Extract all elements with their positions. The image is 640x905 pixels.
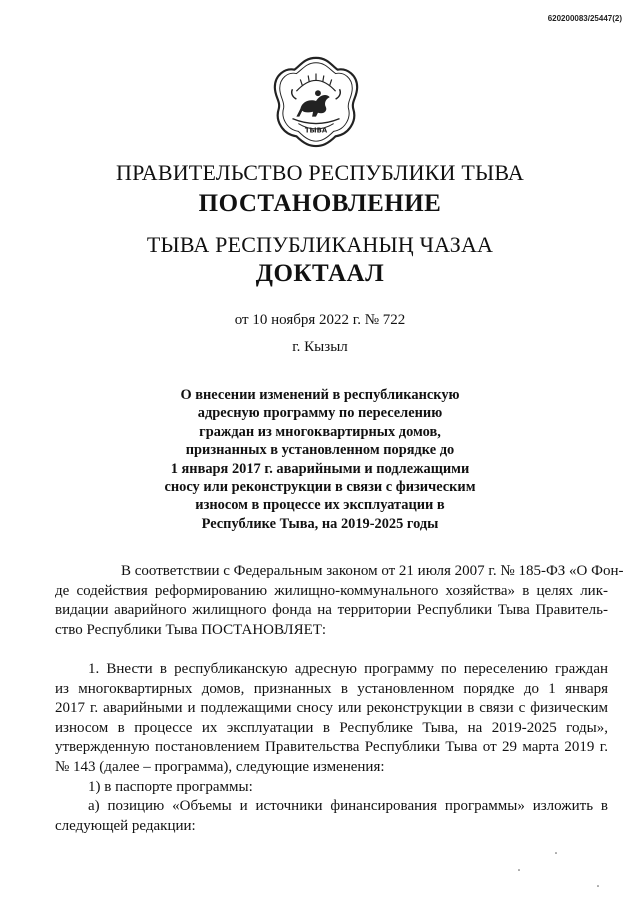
subject-line: признанных в установленном порядке до xyxy=(185,442,455,459)
paragraph-line: 2017 г. аварийными и подлежащими сносу или реконструкции в связи с физическим xyxy=(55,700,608,717)
decree-date: от 10 ноября 2022 г. № 722 xyxy=(234,312,406,328)
paragraph-line: из многоквартирных домов, признанных в установленном порядке до 1 января xyxy=(55,680,608,697)
emblem-text: ТЫВА xyxy=(304,126,328,135)
government-title-tyv: ТЫВА РЕСПУБЛИКАНЫҢ ЧАЗАА xyxy=(146,232,494,257)
paragraph-line: ство Республики Тыва ПОСТАНОВЛЯЕТ: xyxy=(55,621,327,638)
subject-line: граждан из многоквартирных домов, xyxy=(199,423,441,440)
subject-line: Республике Тыва, на 2019-2025 годы xyxy=(201,515,439,532)
paragraph-line: В соответствии с Федеральным законом от 21 июля 2007 г. № 185-ФЗ «О Фон- xyxy=(121,563,624,579)
decree-title-ru: ПОСТАНОВЛЕНИЕ xyxy=(198,190,442,217)
subject-line: О внесении изменений в республиканскую xyxy=(180,387,460,403)
subject-line: адресную программу по переселению xyxy=(197,405,443,422)
subject-line: износом в процессе их эксплуатации в xyxy=(195,497,445,514)
government-title-ru: ПРАВИТЕЛЬСТВО РЕСПУБЛИКИ ТЫВА xyxy=(116,160,524,185)
subject-line: сносу или реконструкции в связи с физическим xyxy=(164,479,476,496)
coat-of-arms-icon xyxy=(267,52,365,150)
decree-title-tyv: ДОКТААЛ xyxy=(255,260,385,287)
subject-line: 1 января 2017 г. аварийными и подлежащими xyxy=(170,460,470,477)
paragraph-line: а) позицию «Объемы и источники финансирования программы» изложить в xyxy=(88,798,608,815)
paragraph-line: № 143 (далее – программа), следующие изменения: xyxy=(55,758,385,775)
item-paragraph xyxy=(55,660,608,836)
paragraph-line: 1) в паспорте программы: xyxy=(88,778,253,795)
document-id: 620200083/25447(2) xyxy=(547,14,622,23)
paragraph-line: 1. Внести в республиканскую адресную программу по переселению граждан xyxy=(88,661,608,677)
paragraph-line: утвержденную постановлением Правительства Республики Тыва от 29 марта 2019 г. xyxy=(55,739,608,756)
decree-subject xyxy=(130,386,510,533)
preamble-paragraph xyxy=(55,562,624,640)
paragraph-line: износом в процессе их эксплуатации в Республике Тыва, на 2019-2025 годы», xyxy=(55,719,608,736)
paragraph-line: следующей редакции: xyxy=(55,817,196,834)
paragraph-line: де содействия реформированию жилищно-коммунального хозяйства» в целях лик- xyxy=(55,582,608,599)
decree-city: г. Кызыл xyxy=(292,339,348,355)
paragraph-line: видации аварийного жилищного фонда на территории Республики Тыва Правитель- xyxy=(55,602,608,619)
